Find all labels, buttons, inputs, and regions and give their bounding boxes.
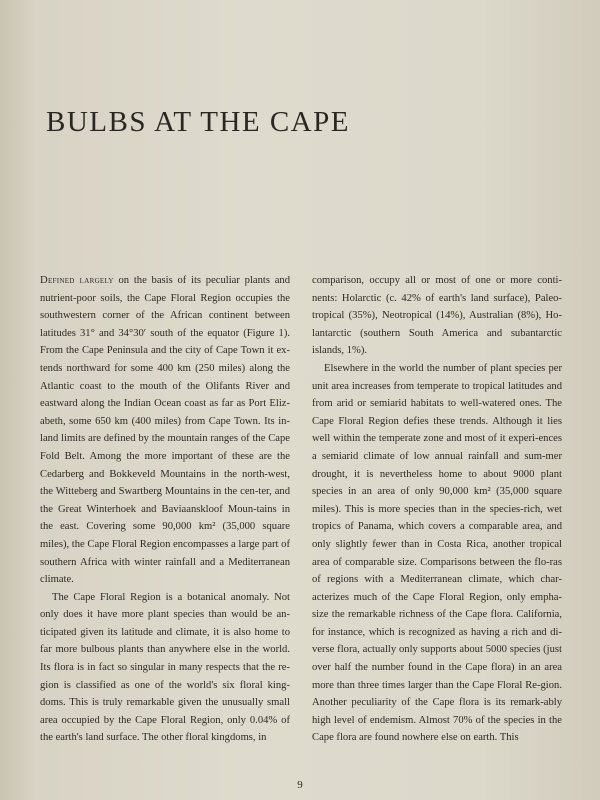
paragraph: The Cape Floral Region is a botanical anomaly. Not only does it have more plant species than would be an-ticipated given its latitude and climate, it is also home to far more bulbous plants than anywhere else in the world. Its flora is in fact so singular in many respects that the re-gion is classified as one of the world's six floral king-doms. This is truly remarkable given the unusually small area occupied by the Cape Floral Region, only 0.04% of the earth's land surface. The other floral kingdoms, in bbox=[40, 591, 290, 744]
left-text-column bbox=[40, 272, 290, 747]
paragraph: comparison, occupy all or most of one or more conti-nents: Holarctic (c. 42% of earth's land surface), Paleo-tropical (35%), Neotropical (14%), Australian (8%), Ho-lantarctic (southern South America and subantarctic islands, 1%). bbox=[312, 275, 562, 357]
paragraph: Elsewhere in the world the number of plant species per unit area increases from temperate to tropical latitudes and from arid or semiarid habitats to well-watered ones. The Cape Floral Region defies these trends. Although it lies well within the temperate zone and most of it experi-ences a semiarid climate of low annual rainfall and sum-mer drought, it is nevertheless home to about 9000 plant species in an area of only 90,000 km² (35,000 square miles). This is more species than in the species-rich, wet tropics of Panama, which covers a comparable area, and only slightly fewer than in Costa Rica, another tropical area of comparable size. Comparisons between the flo-ras of regions with a Mediterranean climate, which char-acterizes much of the Cape Floral Region, only empha-size the remarkable richness of the Cape flora. California, for instance, which is recognized as having a rich and di-verse flora, actually only supports about 5000 species (just over half the number found in the Cape flora) in an area more than three times larger than the Cape Floral Re-gion. Another peculiarity of the Cape flora is its remark-ably high level of endemism. Almost 70% of the species in the Cape flora are found nowhere else on earth. This bbox=[312, 362, 562, 744]
paragraph-text: on the basis of its peculiar plants and nutrient-poor soils, the Cape Floral Region occupies the southwestern corner of the African continent between latitudes 31° and 34°30′ south of the equator (Figure 1). From the Cape Peninsula and the city of Cape Town it ex-tends northward for some 400 km (250 miles) along the Atlantic coast to the mouth of the Olifants River and eastward along the Indian Ocean coast as far as Port Eliz-abeth, some 650 km (400 miles) from Cape Town. Its in-land limits are defined by the mountain ranges of the Cape Fold Belt. Among the more important of these are the Cedarberg and Bokkeveld Mountains in the north-west, the Witteberg and Swartberg Mountains in the cen-ter, and the Great Winterhoek and Baviaanskloof Moun-tains in the east. Covering some 90,000 km² (35,000 square miles), the Cape Floral Region encompasses a large part of southern Africa with winter rainfall and a Mediterranean climate. bbox=[40, 275, 290, 586]
paragraph-lead-in: Defined largely bbox=[40, 275, 114, 286]
paragraph bbox=[40, 272, 290, 589]
right-text-column bbox=[312, 272, 562, 747]
page-number: 9 bbox=[297, 779, 303, 791]
chapter-title: BULBS AT THE CAPE bbox=[46, 106, 351, 138]
